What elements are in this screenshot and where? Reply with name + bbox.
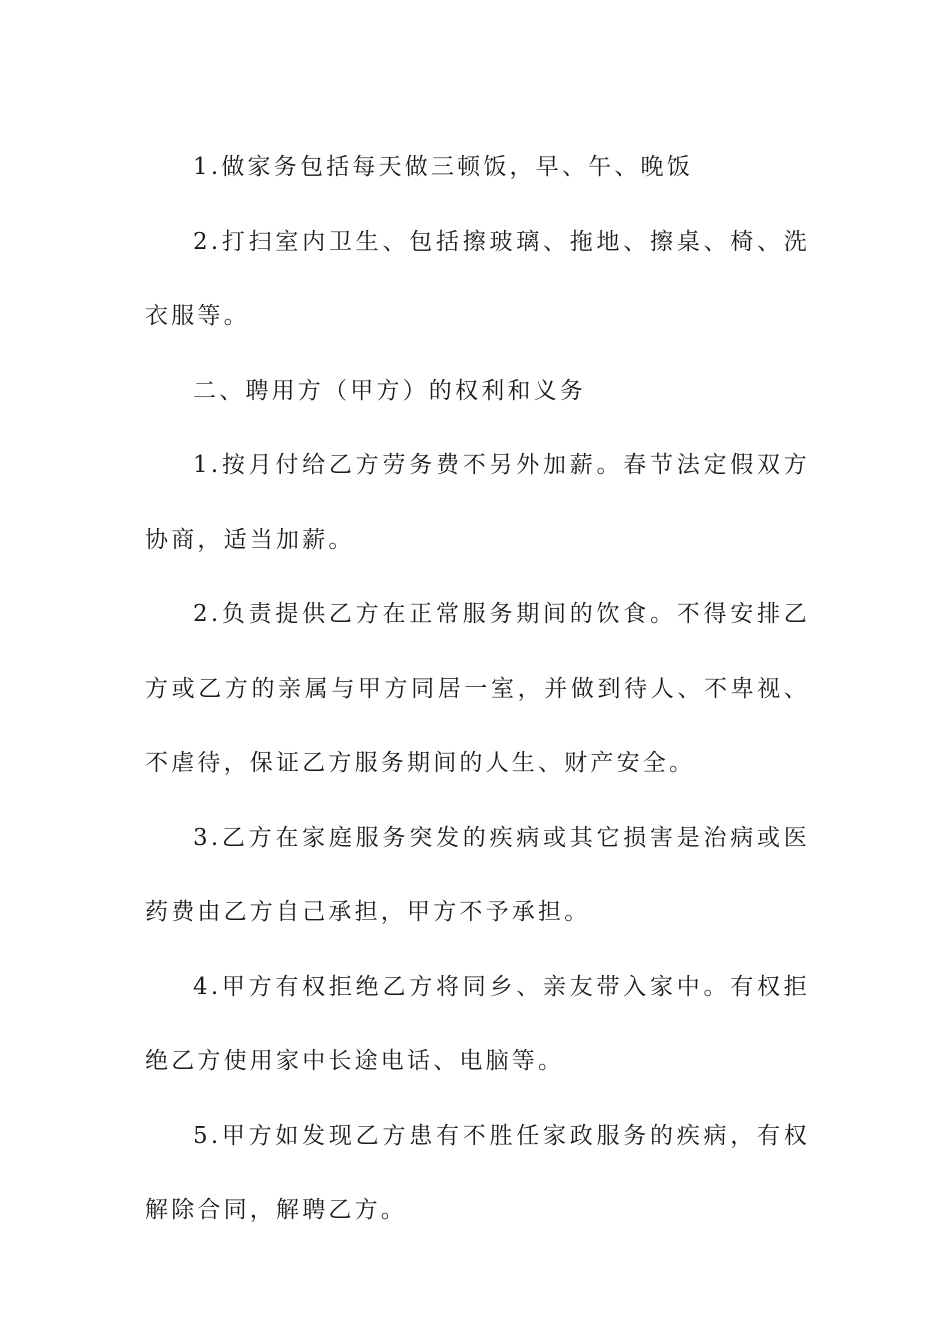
paragraph-item-2: 2.打扫室内卫生、包括擦玻璃、拖地、擦桌、椅、洗衣服等。: [145, 228, 810, 329]
section-heading: 二、聘用方（甲方）的权利和义务: [193, 377, 586, 404]
paragraph-item-4: 2.负责提供乙方在正常服务期间的饮食。不得安排乙方或乙方的亲属与甲方同居一室，并做到待人、不卑视、不虐待，保证乙方服务期间的人生、财产安全。: [145, 601, 810, 776]
paragraph-item-6: 4.甲方有权拒绝乙方将同乡、亲友带入家中。有权拒绝乙方使用家中长途电话、电脑等。: [145, 973, 810, 1074]
paragraph-item-7: 5.甲方如发现乙方患有不胜任家政服务的疾病，有权解除合同，解聘乙方。: [145, 1122, 810, 1223]
paragraph-item-3: 1.按月付给乙方劳务费不另外加薪。春节法定假双方协商，适当加薪。: [145, 452, 810, 553]
paragraph-item-1: 1.做家务包括每天做三顿饭，早、午、晚饭: [193, 154, 693, 180]
paragraph-item-5: 3.乙方在家庭服务突发的疾病或其它损害是治病或医药费由乙方自己承担，甲方不予承担。: [145, 824, 810, 925]
document-body: [145, 130, 810, 1248]
